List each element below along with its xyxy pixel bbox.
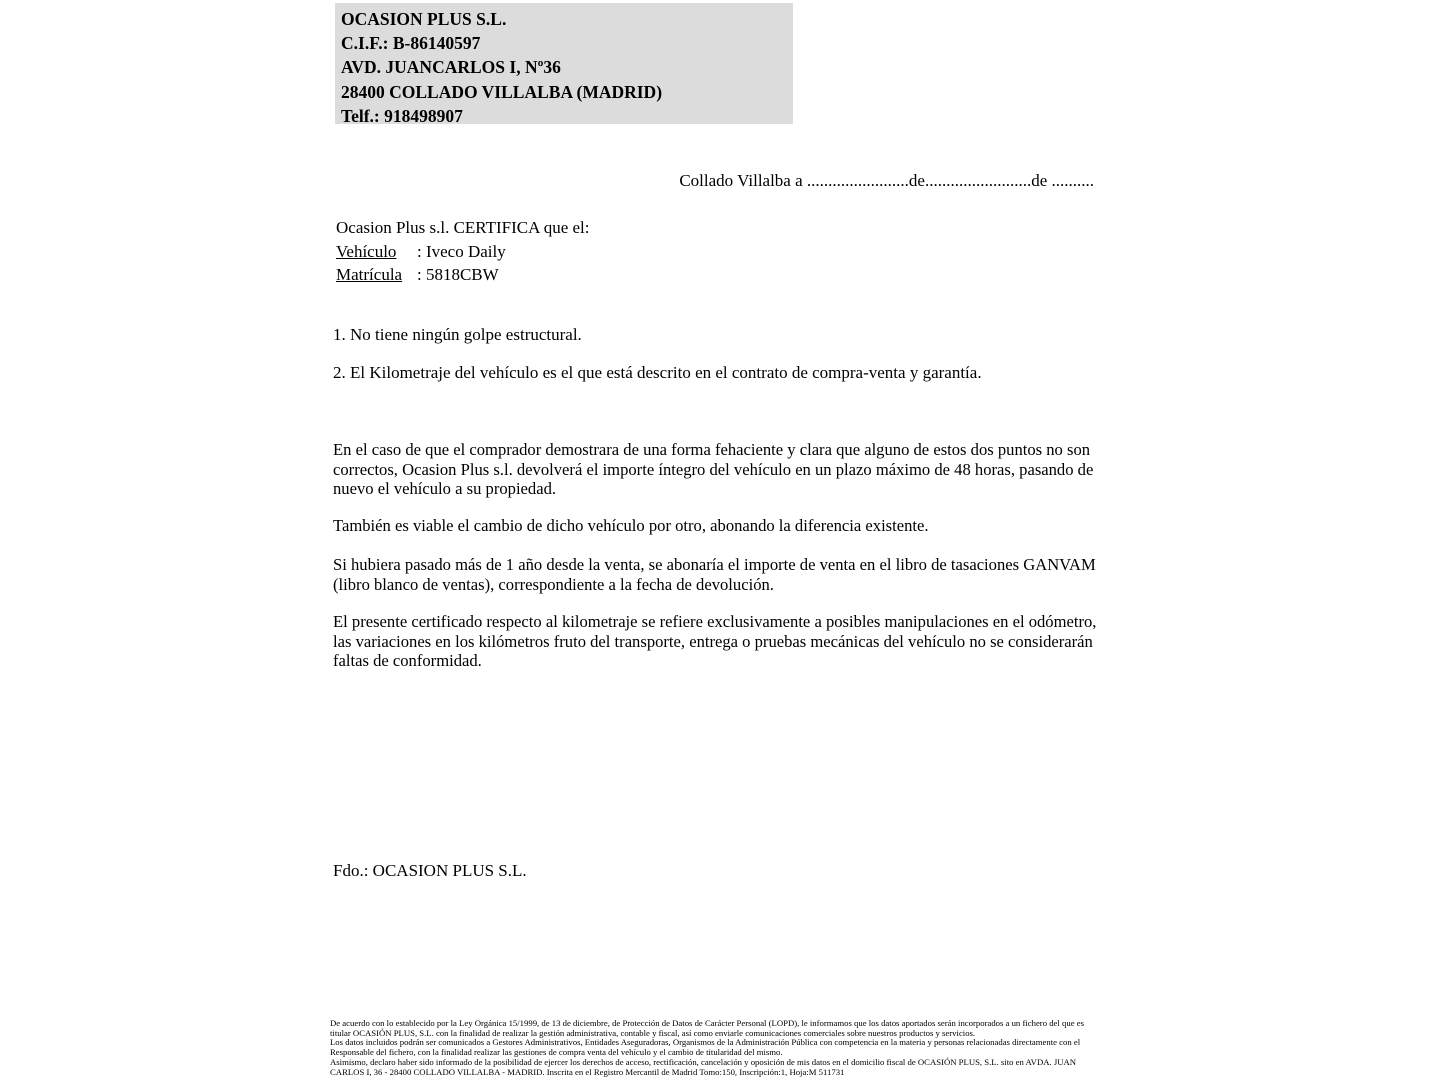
paragraph-ganvam-valuation: Si hubiera pasado más de 1 año desde la venta, se abonaría el importe de venta en el libro de tasaciones GANVAM (libro blanco de ventas), correspondiente a la fecha de devolución.: [333, 555, 1096, 594]
plate-value: : 5818CBW: [417, 265, 499, 285]
paragraph-odometer-disclaimer: El presente certificado respecto al kilometraje se refiere exclusivamente a posibles manipulaciones en el odómetro, las variaciones en los kilómetros fruto del transporte, entrega o pruebas mecánicas del vehículo no se considerarán faltas de conformidad.: [333, 612, 1097, 670]
plate-label: Matrícula: [336, 265, 403, 285]
signature-line: Fdo.: OCASION PLUS S.L.: [333, 861, 527, 880]
legal-paragraph-rights: Asimismo, declaro haber sido informado de la posibilidad de ejercer los derechos de acceso, rectificación, cancelación y oposición de mis datos en el domicilio fiscal de OCASIÓN PLUS, S.L. sito en AVDA. JUAN CARLOS I, 36 - 28400 COLLADO VILLALBA - MADRID. Inscrita en el Registro Mercantil de Madrid Tomo:150, Inscripción:1, Hoja:M 511731: [330, 1056, 1077, 1077]
company-city: 28400 COLLADO VILLALBA (MADRID): [341, 81, 663, 102]
company-cif: C.I.F.: B-86140597: [341, 33, 481, 54]
legal-footer: [330, 1019, 1102, 1077]
plate-row: [336, 263, 1096, 287]
legal-paragraph-data-sharing: Los datos incluidos podrán ser comunicados a Gestores Administrativos, Entidades Aseguradoras, Organismos de la Administración Pública con competencia en la materia y personas relacionadas directamente con el Responsable del fichero, con la finalidad realizar las gestiones de compra venta del vehículo y el cambio de titularidad del mismo.: [330, 1037, 1081, 1058]
certification-block: [336, 216, 1096, 287]
date-line: Collado Villalba a ........................de.........................de ..........: [679, 171, 1094, 190]
letterhead: [335, 3, 793, 124]
vehicle-value: : Iveco Daily: [417, 241, 506, 261]
company-phone: Telf.: 918498907: [341, 105, 463, 126]
condition-point-1: 1. No tiene ningún golpe estructural.: [333, 325, 582, 344]
legal-paragraph-lopd: De acuerdo con lo establecido por la Ley Orgánica 15/1999, de 13 de diciembre, de Protección de Datos de Carácter Personal (LOPD), le informamos que los datos aportados serán incorporados a un fichero del que es titular OCASIÓN PLUS, S.L. con la finalidad de realizar la gestión administrativa, contable y fiscal, así como enviarle comunicaciones comerciales sobre nuestros productos y servicios.: [330, 1018, 1084, 1038]
vehicle-row: [336, 240, 1096, 264]
paragraph-refund-guarantee: En el caso de que el comprador demostrara de una forma fehaciente y clara que alguno de estos dos puntos no son correctos, Ocasion Plus s.l. devolverá el importe íntegro del vehículo en un plazo máximo de 48 horas, pasando de nuevo el vehículo a su propiedad.: [333, 440, 1094, 498]
condition-point-2: 2. El Kilometraje del vehículo es el que está descrito en el contrato de compra-venta y garantía.: [333, 363, 982, 382]
certify-intro: Ocasion Plus s.l. CERTIFICA que el:: [336, 218, 590, 237]
vehicle-label: Vehículo: [336, 241, 397, 261]
company-address: AVD. JUANCARLOS I, Nº36: [341, 57, 561, 78]
company-name: OCASION PLUS S.L.: [341, 9, 507, 29]
paragraph-vehicle-exchange: También es viable el cambio de dicho vehículo por otro, abonando la diferencia existente.: [333, 516, 929, 535]
